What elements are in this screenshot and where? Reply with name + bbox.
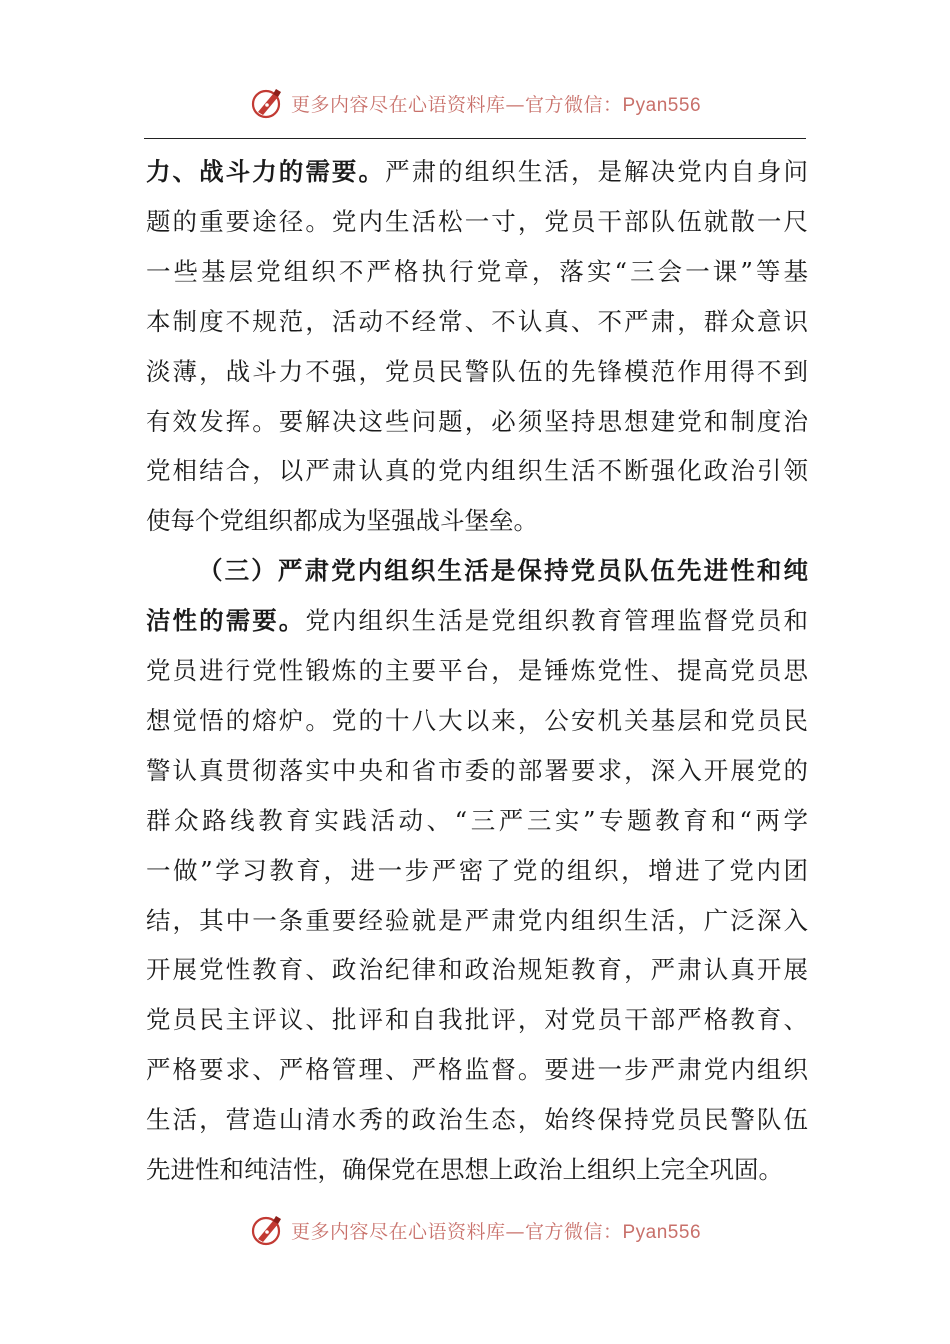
body-line [146, 454, 808, 488]
body-line-text: 有效发挥。要解决这些问题，必须坚持思想建党和制度治 [146, 406, 808, 436]
body-line [146, 1003, 808, 1037]
body-line-text: 严格要求、严格管理、严格监督。要进一步严肃党内组织 [146, 1055, 808, 1085]
body-line [146, 904, 808, 938]
body-line-text: 警认真贯彻落实中央和省市委的部署要求，深入开展党的 [146, 755, 808, 785]
body-line [146, 1153, 808, 1187]
body-line [146, 1053, 808, 1087]
body-line-text: 党相结合，以严肃认真的党内组织生活不断强化政治引领 [146, 456, 808, 486]
body-line [146, 754, 808, 788]
body-line [146, 953, 808, 987]
body-line [146, 654, 808, 688]
body-line-text: 生活，营造山清水秀的政治生态，始终保持党员民警队伍 [146, 1105, 808, 1135]
bold-heading-text: 力、战斗力的需要。 [146, 157, 386, 186]
body-line-text: 结，其中一条重要经验就是严肃党内组织生活，广泛深入 [146, 905, 808, 935]
bold-heading-text: （三）严肃党内组织生活是保持党员队伍先进性和纯 [198, 556, 808, 586]
body-line [146, 854, 808, 888]
body-line-text: 严肃的组织生活，是解决党内自身问 [385, 157, 808, 186]
pen-nib-logo-icon [249, 85, 285, 121]
body-line-text: 党员民主评议、批评和自我批评，对党员干部严格教育、 [146, 1005, 808, 1035]
body-line-text: 党内组织生活是党组织教育管理监督党员和 [305, 606, 808, 636]
body-line-text: 党员进行党性锻炼的主要平台，是锤炼党性、提高党员思 [146, 656, 808, 685]
body-line-text: 一做”学习教育，进一步严密了党的组织，增进了党内团 [146, 855, 808, 885]
header-watermark [0, 83, 950, 123]
body-line-text: 想觉悟的熔炉。党的十八大以来，公安机关基层和党员民 [146, 705, 808, 735]
body-line [146, 205, 808, 239]
body-line-text: 题的重要途径。党内生活松一寸，党员干部队伍就散一尺 [146, 206, 808, 236]
pen-nib-logo-icon [249, 1212, 285, 1248]
watermark-text: 更多内容尽在心语资料库—官方微信：Pyan556 [290, 93, 702, 116]
body-line [146, 355, 808, 389]
body-line [146, 1103, 808, 1137]
body-line-text: 一些基层党组织不严格执行党章，落实“三会一课”等基 [146, 256, 808, 286]
body-line [146, 255, 808, 289]
body-line-text: 开展党性教育、政治纪律和政治规矩教育，严肃认真开展 [146, 955, 808, 985]
body-line [146, 305, 808, 339]
body-line [146, 604, 808, 638]
body-line-text: 本制度不规范，活动不经常、不认真、不严肃，群众意识 [146, 306, 808, 336]
body-line-text: 淡薄，战斗力不强，党员民警队伍的先锋模范作用得不到 [146, 356, 808, 386]
body-line-text: 使每个党组织都成为坚强战斗堡垒。 [146, 506, 538, 536]
body-line [146, 405, 808, 439]
body-line [146, 804, 808, 838]
watermark-text: 更多内容尽在心语资料库—官方微信：Pyan556 [290, 1220, 702, 1243]
body-line [198, 554, 808, 588]
body-line [146, 504, 808, 538]
body-line [146, 704, 808, 738]
bold-heading-text: 洁性的需要。 [146, 606, 306, 636]
header-rule [144, 138, 806, 139]
body-line [146, 155, 808, 189]
body-line-text: 先进性和纯洁性，确保党在思想上政治上组织上完全巩固。 [146, 1155, 783, 1184]
body-line-text: 群众路线教育实践活动、“三严三实”专题教育和“两学 [146, 805, 808, 835]
footer-watermark [0, 1210, 950, 1250]
